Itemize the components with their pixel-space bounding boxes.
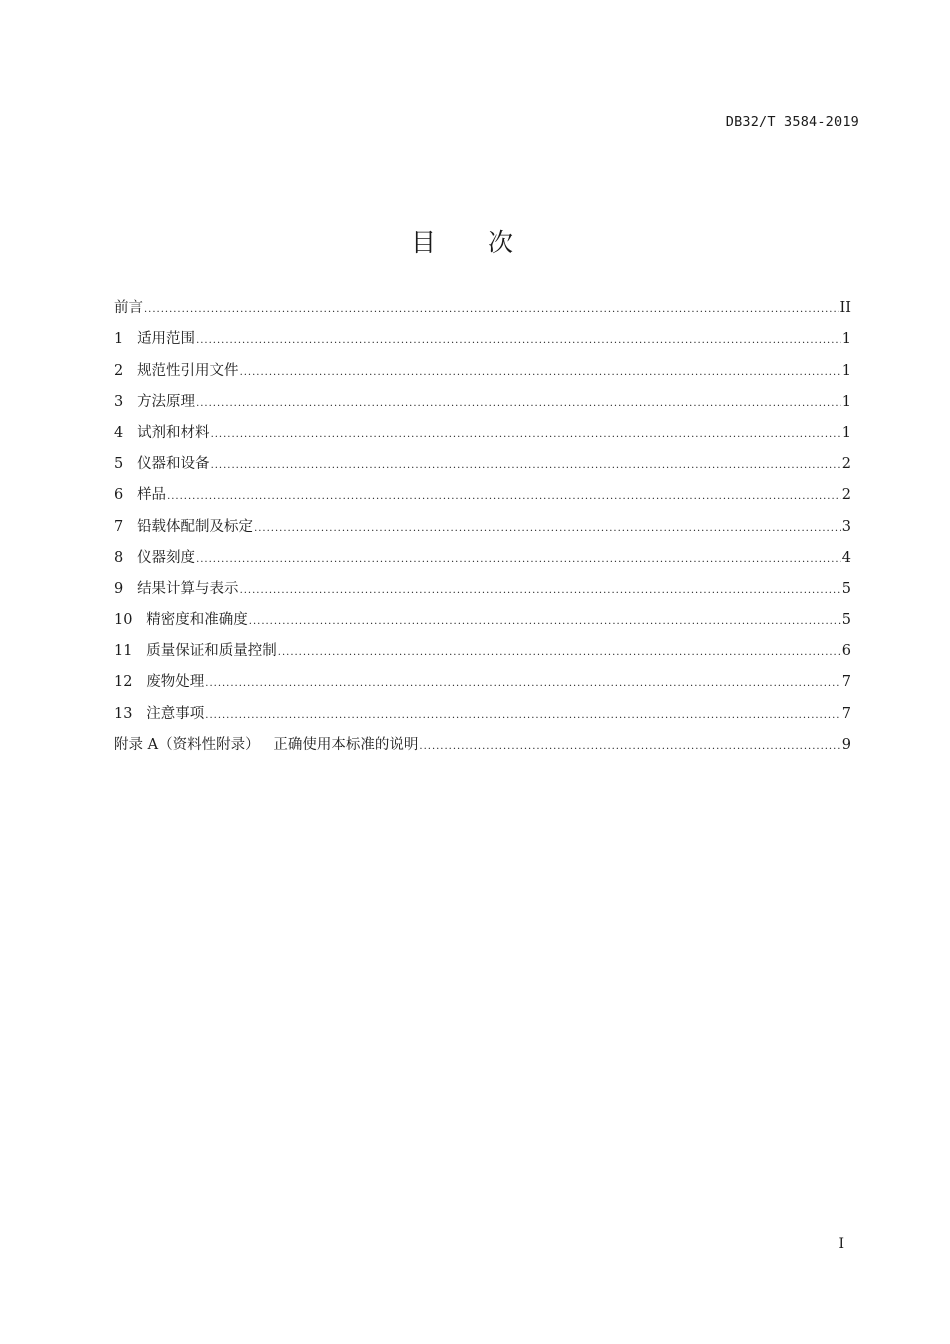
toc-leader-dots: [196, 552, 841, 568]
toc-entry-page: 9: [841, 736, 851, 753]
toc-title: 目次: [410, 227, 565, 257]
toc-entry-number: 8: [114, 549, 124, 566]
toc-entry-10[interactable]: [114, 599, 851, 630]
toc-entry-number: 6: [114, 487, 124, 504]
toc-entry-page: 1: [841, 331, 851, 348]
toc-entry-number: 9: [114, 580, 124, 597]
toc-entry-13[interactable]: [114, 692, 851, 723]
toc-entry-label: 结果计算与表示: [137, 580, 239, 597]
toc-entry-number: 7: [114, 518, 124, 535]
toc-entry-label: 适用范围: [137, 331, 196, 348]
toc-entry-label: 仪器和设备: [137, 456, 210, 473]
toc-entry-page: 1: [841, 362, 851, 379]
toc-entry-label: 前言: [114, 300, 143, 317]
toc-entry-11[interactable]: [114, 630, 851, 661]
toc-leader-dots: [249, 614, 841, 630]
toc-entry-label: 规范性引用文件: [137, 362, 239, 379]
toc-entry-page: 1: [841, 393, 851, 410]
toc-entry-page: 6: [841, 643, 851, 660]
table-of-contents: [114, 287, 851, 755]
toc-entry-12[interactable]: [114, 661, 851, 692]
toc-entry-label: 方法原理: [137, 393, 196, 410]
page-number: I: [838, 1236, 844, 1252]
toc-entry-page: 3: [841, 518, 851, 535]
toc-entry-page: 2: [841, 456, 851, 473]
toc-leader-dots: [144, 302, 839, 318]
standard-code: DB32/T 3584-2019: [725, 114, 859, 130]
toc-leader-dots: [196, 396, 841, 412]
toc-entry-9[interactable]: [114, 568, 851, 599]
toc-entry-label: 样品: [137, 487, 167, 504]
toc-entry-page: 2: [841, 487, 851, 504]
toc-leader-dots: [196, 333, 841, 349]
toc-entry-appendix-a[interactable]: [114, 724, 851, 755]
toc-leader-dots: [211, 427, 841, 443]
toc-entry-label: 质量保证和质量控制: [146, 643, 277, 660]
toc-entry-number: 3: [114, 393, 124, 410]
toc-entry-5[interactable]: [114, 443, 851, 474]
toc-entry-label: 注意事项: [146, 705, 205, 722]
toc-entry-6[interactable]: [114, 474, 851, 505]
toc-entry-number: 4: [114, 424, 124, 441]
toc-entry-number: 13: [114, 705, 133, 722]
toc-entry-page: 7: [841, 705, 851, 722]
toc-entry-number: 10: [114, 612, 133, 629]
toc-entry-page: 7: [841, 674, 851, 691]
toc-entry-number: 2: [114, 362, 124, 379]
toc-leader-dots: [205, 708, 840, 724]
toc-entry-page: II: [839, 300, 851, 317]
toc-entry-page: 4: [841, 549, 851, 566]
toc-entry-8[interactable]: [114, 537, 851, 568]
toc-leader-dots: [419, 739, 840, 755]
toc-leader-dots: [211, 458, 841, 474]
toc-leader-dots: [167, 489, 841, 505]
toc-leader-dots: [278, 645, 841, 661]
toc-leader-dots: [254, 521, 841, 537]
toc-entry-label: 试剂和材料: [137, 424, 210, 441]
toc-entry-label: 附录 A（资料性附录） 正确使用本标准的说明: [114, 736, 419, 753]
toc-entry-label: 仪器刻度: [137, 549, 196, 566]
toc-entry-4[interactable]: [114, 412, 851, 443]
toc-entry-number: 11: [114, 643, 133, 660]
toc-entry-label: 铅载体配制及标定: [137, 518, 254, 535]
toc-entry-number: 5: [114, 456, 124, 473]
toc-entry-number: 12: [114, 674, 133, 691]
toc-entry-label: 废物处理: [146, 674, 205, 691]
toc-entry-3[interactable]: [114, 381, 851, 412]
toc-leader-dots: [205, 676, 840, 692]
toc-entry-number: 1: [114, 331, 124, 348]
toc-leader-dots: [240, 583, 841, 599]
toc-leader-dots: [240, 365, 841, 381]
toc-entry-page: 5: [841, 580, 851, 597]
toc-entry-1[interactable]: [114, 318, 851, 349]
toc-entry-2[interactable]: [114, 349, 851, 380]
toc-entry-page: 1: [841, 424, 851, 441]
toc-entry-7[interactable]: [114, 505, 851, 536]
toc-entry-page: 5: [841, 612, 851, 629]
toc-entry-label: 精密度和准确度: [146, 612, 248, 629]
toc-entry-foreword[interactable]: [114, 287, 851, 318]
